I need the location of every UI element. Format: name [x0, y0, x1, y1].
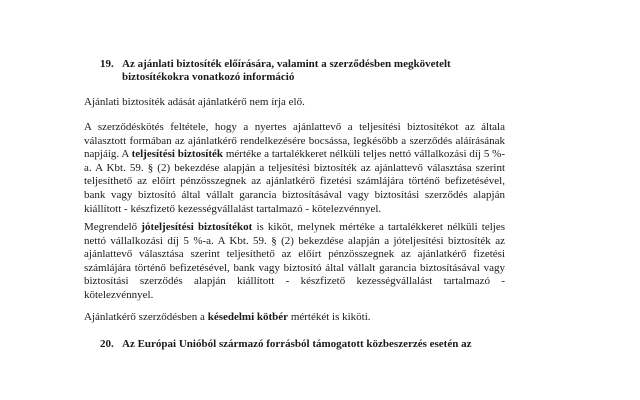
section-19-heading: [100, 58, 505, 84]
late-penalty-term: késedelmi kötbér: [207, 311, 289, 323]
paragraph-late-penalty: [84, 311, 505, 325]
section-20-heading: [100, 338, 505, 351]
paragraph-bid-security-text: Ajánlati biztosíték adását ajánlatkérő nem írja elő.: [84, 96, 305, 108]
section-19-title-line1: Az ajánlati biztosíték előírására, valamint a szerződésben megkövetelt: [122, 58, 451, 70]
paragraph-good-performance-guarantee: [84, 221, 505, 303]
section-20-number: 20.: [100, 338, 114, 350]
paragraph-good-performance-part1: Megrendelő: [84, 221, 142, 233]
section-20-title-line1: Az Európai Unióból származó forrásból támogatott közbeszerzés esetén az: [122, 338, 472, 350]
paragraph-late-penalty-part2: mértékét is kiköti.: [288, 311, 371, 323]
paragraph-performance-part2: mértéke a tartalékkeret nélküli teljes nettó vállalkozási díj 5 %-a. A Kbt. 59. § (2) bekezdése alapján a teljesítési biztosíték az ajánlattevő választása szerint teljesíthető az előírt pénzösszegnek az ajánlatkérő fizetési számlájára történő befizetésével, bank vagy biztosító által vállalt garancia biztosításával vagy biztosítási szerződés alapján kiállított - készfizető kezességvállalást tartalmazó - kötelezvénnyel.: [84, 148, 505, 215]
paragraph-performance-part1: A szerződéskötés feltétele, hogy a nyertes ajánlattevő a teljesítési biztosítékot az általa választott formában az ajánlatkérő rendelkezésére bocsássa, legkésőbb a szerződés aláírásának napjáig. A: [84, 121, 505, 161]
paragraph-performance-guarantee: [84, 121, 505, 216]
section-19-number: 19.: [100, 58, 114, 70]
paragraph-bid-security: [84, 96, 505, 110]
section-19-title-line2: biztosítékokra vonatkozó információ: [122, 71, 295, 83]
performance-guarantee-term: teljesítési biztosíték: [131, 148, 223, 161]
paragraph-late-penalty-part1: Ajánlatkérő szerződésben a: [84, 311, 208, 323]
good-performance-guarantee-term: jóteljesítési biztosítékot: [141, 221, 253, 233]
paragraph-good-performance-part2: is kiköt, melynek mértéke a tartalékkeret nélküli teljes nettó vállalkozási díj 5 %-a. A Kbt. 59. § (2) bekezdése alapján a jóteljesítési biztosíték az ajánlattevő választása szerint teljesíthető az előírt pénzösszegnek az ajánlatkérő fizetési számlájára történő befizetésével, bank vagy biztosító által vállalt garancia biztosításával vagy biztosítási szerződés alapján kiállított - készfizető kezességvállalást tartalmazó - kötelezvénnyel.: [84, 221, 505, 301]
